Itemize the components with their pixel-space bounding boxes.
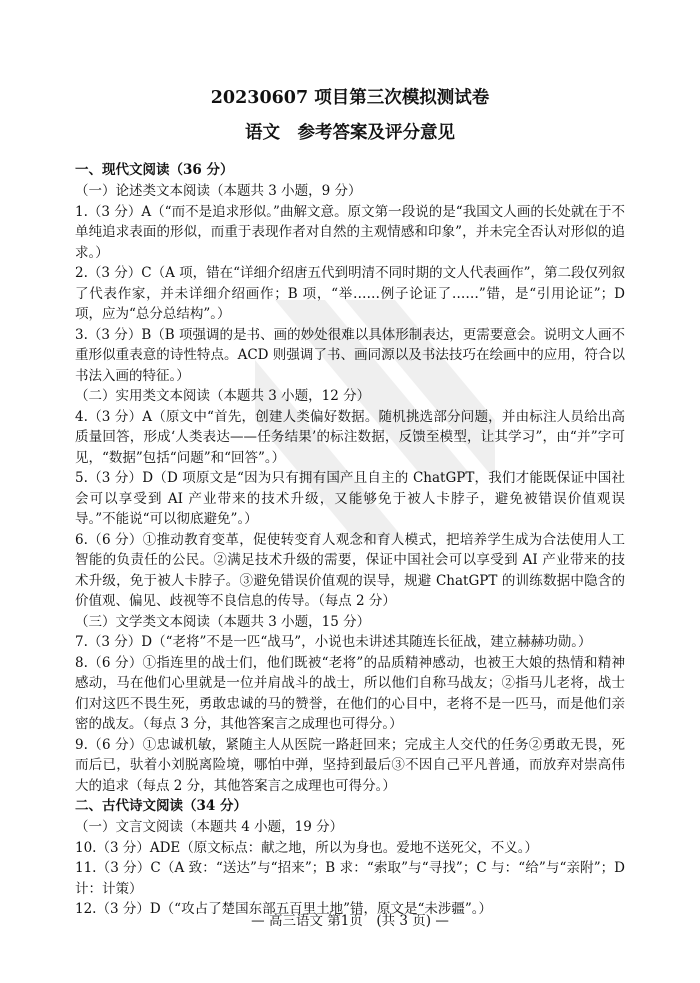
answer-item: 8.（6 分）①指连里的战士们，他们既被“老将”的品质精神感动，也被王大娘的热情和精神感动，马在他们心里就是一位并肩战斗的战士，所以他们自称马战友；②指马儿老将，战士们对这匹不畏生死，勇敢忠诚的马的赞誉，在他们的心目中，老将不是一匹马，而是他们亲密的战友。（每点 3 分，其他答案言之成理也可得分。） xyxy=(75,654,625,732)
subsection-heading: （二）实用类文本阅读（本题共 3 小题，12 分） xyxy=(75,388,371,404)
subsection-heading: （一）文言文阅读（本题共 4 小题，19 分） xyxy=(75,819,344,835)
subsection-heading: （一）论述类文本阅读（本题共 3 小题，9 分） xyxy=(75,183,362,199)
answer-item: 9.（6 分）①忠诚机敏，紧随主人从医院一路赶回来；完成主人交代的任务②勇敢无畏，死而后已，驮着小刘脱离险境，哪怕中弹，坚持到最后③不因自己平凡普通，而放弃对崇高伟大的追求（每点 2 分，其他答案言之成理也可得分。） xyxy=(75,736,625,794)
subsection-heading: （三）文学类文本阅读（本题共 3 小题，15 分） xyxy=(75,613,371,630)
section-heading: 一、现代文阅读（36 分） xyxy=(75,162,234,178)
answer-item: 7.（3 分）D（“老将”不是一匹“战马”，小说也未讲述其随连长征战，建立赫赫功勋。） xyxy=(75,634,592,650)
answer-item: 3.（3 分）B（B 项强调的是书、画的妙处很难以具体形制表达，更需要意会。说明文人画不重形似重表意的诗性特点。ACD 则强调了书、画同源以及书法技巧在绘画中的应用，符合以书法入画的特征。） xyxy=(75,326,625,384)
document-subtitle: 语文 参考答案及评分意见 xyxy=(245,123,455,143)
answer-item: 1.（3 分）A（“而不是追求形似。”曲解文意。原文第一段说的是“我国文人画的长处就在于不单纯追求表面的形似，而重于表现作者对自然的主观情感和印象”，并未完全否认对形似的追求。） xyxy=(75,203,625,261)
answer-item: 10.（3 分）ADE（原文标点：献之地，所以为身也。爱地不送死父，不义。） xyxy=(75,839,539,856)
answer-content xyxy=(75,160,625,920)
section-heading: 二、古代诗文阅读（34 分） xyxy=(75,798,247,814)
answer-item: 4.（3 分）A（原文中“首先，创建人类偏好数据。随机挑选部分问题，并由标注人员给出高质量回答，形成‘人类表达——任务结果’的标注数据，反馈至模型，让其学习”，由“并”字可见，“数据”包括“问题”和“回答”。） xyxy=(75,408,625,466)
answer-item: 6.（6 分）①推动教育变革，促使转变育人观念和育人模式，把培养学生成为合法使用人工智能的负责任的公民。②满足技术升级的需要，保证中国社会可以享受到 AI 产业带来的技术升级，免于被人卡脖子。③避免错误价值观的误导，规避 ChatGPT 的训练数据中隐含的价值观、偏见、歧视等不良信息的传导。（每点 2 分） xyxy=(75,531,625,609)
answer-item: 11.（3 分）C（A 致：“送达”与“招来”；B 求：“索取”与“寻找”；C 与：“给”与“亲附”；D 计：计策） xyxy=(75,860,625,897)
answer-item: 2.（3 分）C（A 项，错在“详细介绍唐五代到明清不同时期的文人代表画作”，第二段仅列叙了代表作家，并未详细介绍画作；B 项，“举……例子论证了……”错，是“引用论证”；D 项，应为“总分总结构”。） xyxy=(75,265,625,322)
page-footer: — 高三语文 第1页 (共 3 页) — xyxy=(251,913,449,929)
answer-item: 5.（3 分）D（D 项原文是“因为只有拥有国产且自主的 ChatGPT，我们才能既保证中国社会可以享受到 AI 产业带来的技术升级，又能够免于被人卡脖子，避免被错误价值观误导。”不能说“可以彻底避免”。） xyxy=(75,470,625,527)
answer-item: 12.（3 分）D（“攻占了楚国东部五百里土地”错，原文是“未涉疆”。） xyxy=(75,901,493,917)
document-title: 20230607 项目第三次模拟测试卷 xyxy=(210,88,490,108)
